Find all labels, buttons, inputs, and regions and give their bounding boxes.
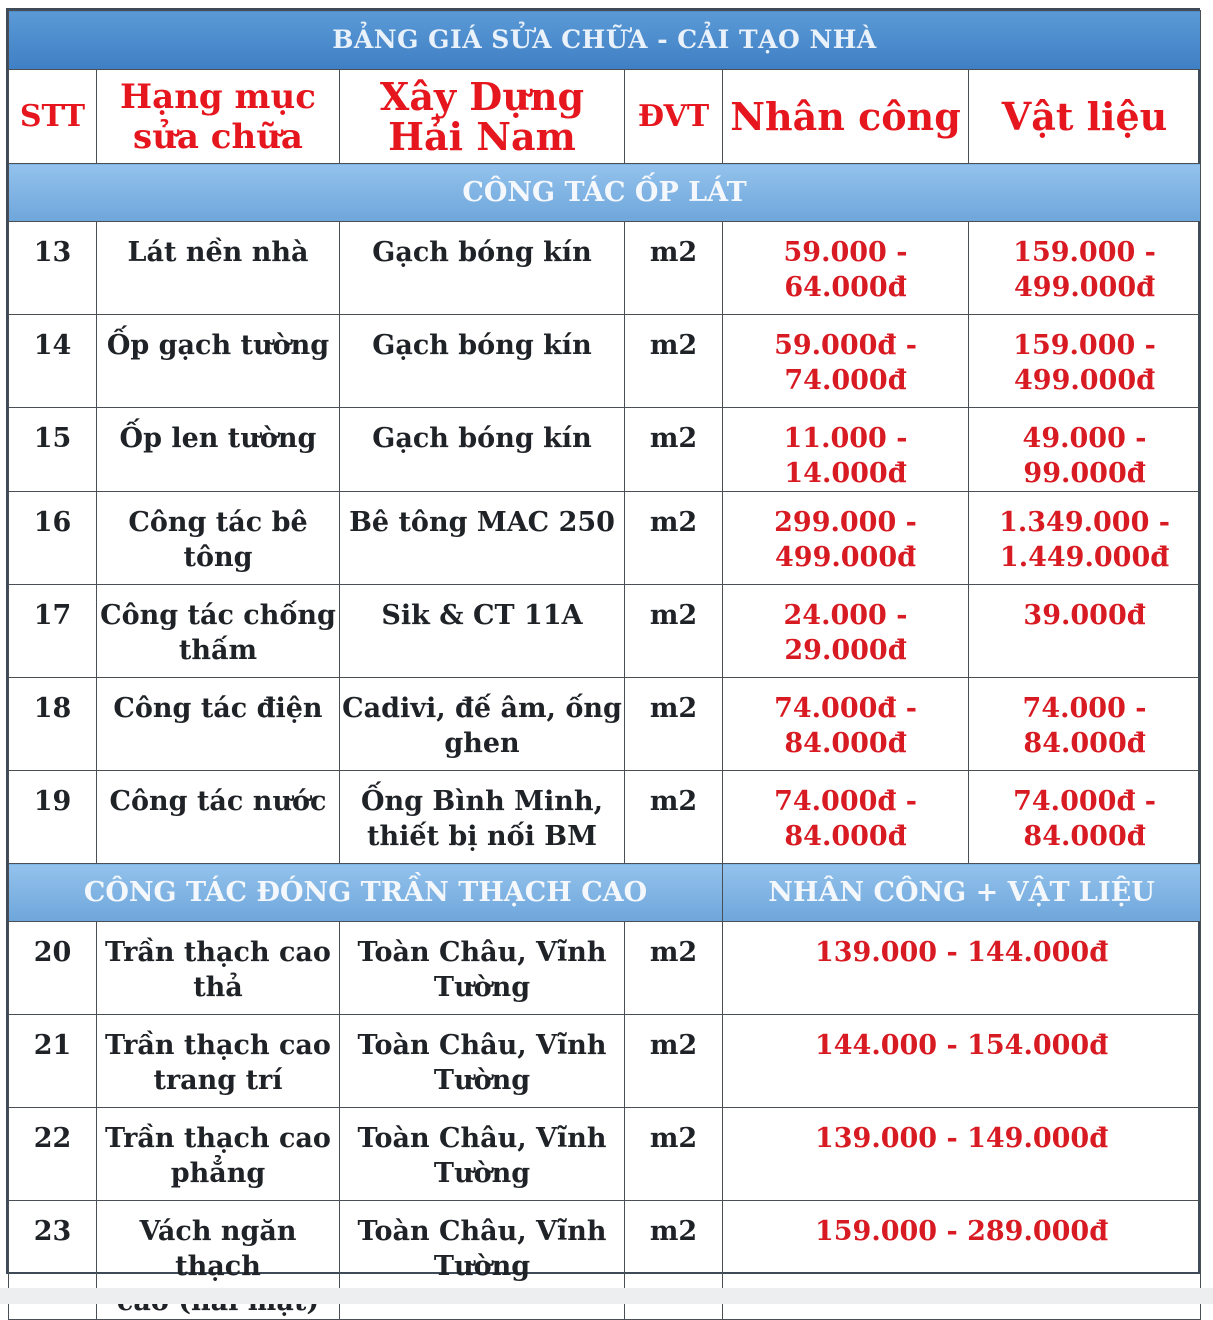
row-unit: m2	[625, 492, 723, 585]
row-combined-price: 139.000 - 144.000đ	[723, 922, 1201, 1015]
row-item-line1: Công tác nước	[109, 786, 327, 817]
row-labor-price	[723, 315, 969, 408]
row-material-line2: Tường	[433, 1065, 531, 1096]
row-material-line2: Tường	[433, 972, 531, 1003]
material-price-line2: 499.000đ	[1014, 365, 1156, 396]
header-material: Vật liệu	[969, 70, 1201, 164]
row-material-price	[969, 408, 1201, 492]
row-item-line1: Trần thạch cao	[105, 937, 331, 968]
row-material	[340, 408, 625, 492]
table-row	[9, 585, 1201, 678]
row-stt: 15	[9, 408, 97, 492]
material-price-line1: 74.000đ -	[1013, 786, 1156, 817]
row-item	[97, 315, 340, 408]
row-material-line2: Tường	[433, 1251, 531, 1282]
table-row	[9, 678, 1201, 771]
row-item	[97, 678, 340, 771]
table-row	[9, 1015, 1201, 1108]
row-material-price	[969, 771, 1201, 864]
row-stt: 20	[9, 922, 97, 1015]
row-material-line1: Toàn Châu, Vĩnh	[357, 1030, 607, 1061]
row-material-line2: ghen	[444, 728, 520, 759]
row-stt: 22	[9, 1108, 97, 1201]
row-labor-price	[723, 585, 969, 678]
row-material-line1: Gạch bóng kín	[372, 330, 592, 361]
material-price-line1: 159.000 -	[1013, 237, 1156, 268]
material-price-line1: 39.000đ	[1023, 600, 1146, 631]
labor-price-line1: 74.000đ - 84.000đ	[774, 786, 917, 852]
labor-price-line1: 11.000 - 14.000đ	[783, 423, 908, 489]
row-item	[97, 771, 340, 864]
header-brand-line1: Xây Dựng	[379, 73, 585, 119]
row-material	[340, 678, 625, 771]
material-price-line2: 1.449.000đ	[999, 542, 1170, 573]
row-labor-price	[723, 771, 969, 864]
row-item-line1: Ốp len tường	[119, 423, 317, 454]
row-unit: m2	[625, 222, 723, 315]
row-material-line1: Bê tông MAC 250	[349, 507, 615, 538]
row-unit: m2	[625, 585, 723, 678]
row-material-line1: Gạch bóng kín	[372, 423, 592, 454]
row-stt: 19	[9, 771, 97, 864]
table-row	[9, 315, 1201, 408]
header-row	[9, 70, 1201, 164]
row-combined-price: 159.000 - 289.000đ	[723, 1201, 1201, 1320]
row-material-price	[969, 315, 1201, 408]
row-item-line2: trang trí	[153, 1065, 283, 1096]
row-material-line2: Tường	[433, 1158, 531, 1189]
row-item-line1: Công tác chống	[100, 600, 336, 631]
row-stt: 21	[9, 1015, 97, 1108]
row-stt: 14	[9, 315, 97, 408]
section2-combined-title: NHÂN CÔNG + VẬT LIỆU	[723, 864, 1201, 922]
row-material-price	[969, 585, 1201, 678]
row-item-line1: Công tác điện	[113, 693, 323, 724]
row-unit: m2	[625, 315, 723, 408]
row-material-line1: Toàn Châu, Vĩnh	[357, 937, 607, 968]
title-row	[9, 11, 1201, 70]
row-item-line2: thả	[193, 972, 243, 1003]
row-unit: m2	[625, 1015, 723, 1108]
row-item-line2: phẳng	[170, 1158, 266, 1189]
labor-price-line2: 499.000đ	[775, 542, 916, 573]
table-row	[9, 492, 1201, 585]
row-unit: m2	[625, 678, 723, 771]
row-item	[97, 1015, 340, 1108]
row-material-price	[969, 222, 1201, 315]
row-item	[97, 1108, 340, 1201]
row-stt: 23	[9, 1201, 97, 1320]
table-title: BẢNG GIÁ SỬA CHỮA - CẢI TẠO NHÀ	[9, 11, 1201, 70]
labor-price-line1: 59.000 - 64.000đ	[783, 237, 908, 303]
section2-title: CÔNG TÁC ĐÓNG TRẦN THẠCH CAO	[9, 864, 723, 922]
row-stt: 18	[9, 678, 97, 771]
material-price-line1: 74.000 - 84.000đ	[1022, 693, 1147, 759]
row-material-price	[969, 492, 1201, 585]
row-unit: m2	[625, 408, 723, 492]
row-labor-price	[723, 408, 969, 492]
header-unit: ĐVT	[625, 70, 723, 164]
row-unit: m2	[625, 771, 723, 864]
row-stt: 16	[9, 492, 97, 585]
row-stt: 13	[9, 222, 97, 315]
header-category	[97, 70, 340, 164]
row-combined-price: 139.000 - 149.000đ	[723, 1108, 1201, 1201]
row-material	[340, 585, 625, 678]
material-price-line1: 1.349.000 -	[999, 507, 1170, 538]
table-row	[9, 408, 1201, 492]
row-unit: m2	[625, 1201, 723, 1320]
row-material	[340, 222, 625, 315]
labor-price-line1: 24.000 - 29.000đ	[783, 600, 908, 666]
row-labor-price	[723, 678, 969, 771]
section1-row	[9, 164, 1201, 222]
row-labor-price	[723, 222, 969, 315]
table-row	[9, 771, 1201, 864]
row-material-line1: Cadivi, đế âm, ống	[342, 693, 622, 724]
row-item	[97, 492, 340, 585]
material-price-line2: 84.000đ	[1023, 821, 1146, 852]
row-unit: m2	[625, 922, 723, 1015]
labor-price-line1: 74.000đ - 84.000đ	[774, 693, 917, 759]
header-stt: STT	[9, 70, 97, 164]
row-item-line1: Trần thạch cao	[105, 1030, 331, 1061]
row-material-line1: Sik & CT 11A	[381, 600, 583, 631]
row-material	[340, 771, 625, 864]
header-category-line2: sửa chữa	[133, 116, 303, 157]
section1-title: CÔNG TÁC ỐP LÁT	[9, 164, 1201, 222]
material-price-line1: 159.000 -	[1013, 330, 1156, 361]
row-material	[340, 1108, 625, 1201]
table-row	[9, 222, 1201, 315]
header-brand	[340, 70, 625, 164]
row-item	[97, 408, 340, 492]
row-item-line1: Lát nền nhà	[127, 237, 309, 268]
row-material-line1: Ống Bình Minh,	[361, 786, 603, 817]
row-material	[340, 315, 625, 408]
labor-price-line1: 299.000 -	[774, 507, 917, 538]
row-stt: 17	[9, 585, 97, 678]
bottom-strip	[0, 1288, 1213, 1304]
row-item-line1: Ốp gạch tường	[106, 330, 330, 361]
row-item-line2: thấm	[178, 635, 258, 666]
row-item	[97, 222, 340, 315]
price-table	[8, 10, 1201, 1320]
table-row	[9, 922, 1201, 1015]
header-brand-line2: Hải Nam	[388, 113, 576, 159]
row-material	[340, 1015, 625, 1108]
material-price-line2: 499.000đ	[1014, 272, 1156, 303]
row-labor-price	[723, 492, 969, 585]
row-material	[340, 922, 625, 1015]
header-labor: Nhân công	[723, 70, 969, 164]
row-combined-price: 144.000 - 154.000đ	[723, 1015, 1201, 1108]
labor-price-line1: 59.000đ - 74.000đ	[774, 330, 917, 396]
row-material-line1: Toàn Châu, Vĩnh	[357, 1216, 607, 1247]
row-item	[97, 922, 340, 1015]
price-table-frame	[6, 8, 1200, 1282]
row-material	[340, 492, 625, 585]
row-material-line1: Toàn Châu, Vĩnh	[357, 1123, 607, 1154]
material-price-line1: 49.000 - 99.000đ	[1022, 423, 1147, 489]
section2-row	[9, 864, 1201, 922]
row-unit: m2	[625, 1108, 723, 1201]
row-item	[97, 585, 340, 678]
table-row	[9, 1108, 1201, 1201]
row-material-price	[969, 678, 1201, 771]
header-category-line1: Hạng mục	[120, 76, 316, 117]
row-material-line2: thiết bị nối BM	[367, 821, 597, 852]
row-item-line1: Công tác bê tông	[128, 507, 308, 573]
row-material-line1: Gạch bóng kín	[372, 237, 592, 268]
row-item-line1: Trần thạch cao	[105, 1123, 331, 1154]
row-item-line1: Vách ngăn thạch	[139, 1216, 297, 1282]
